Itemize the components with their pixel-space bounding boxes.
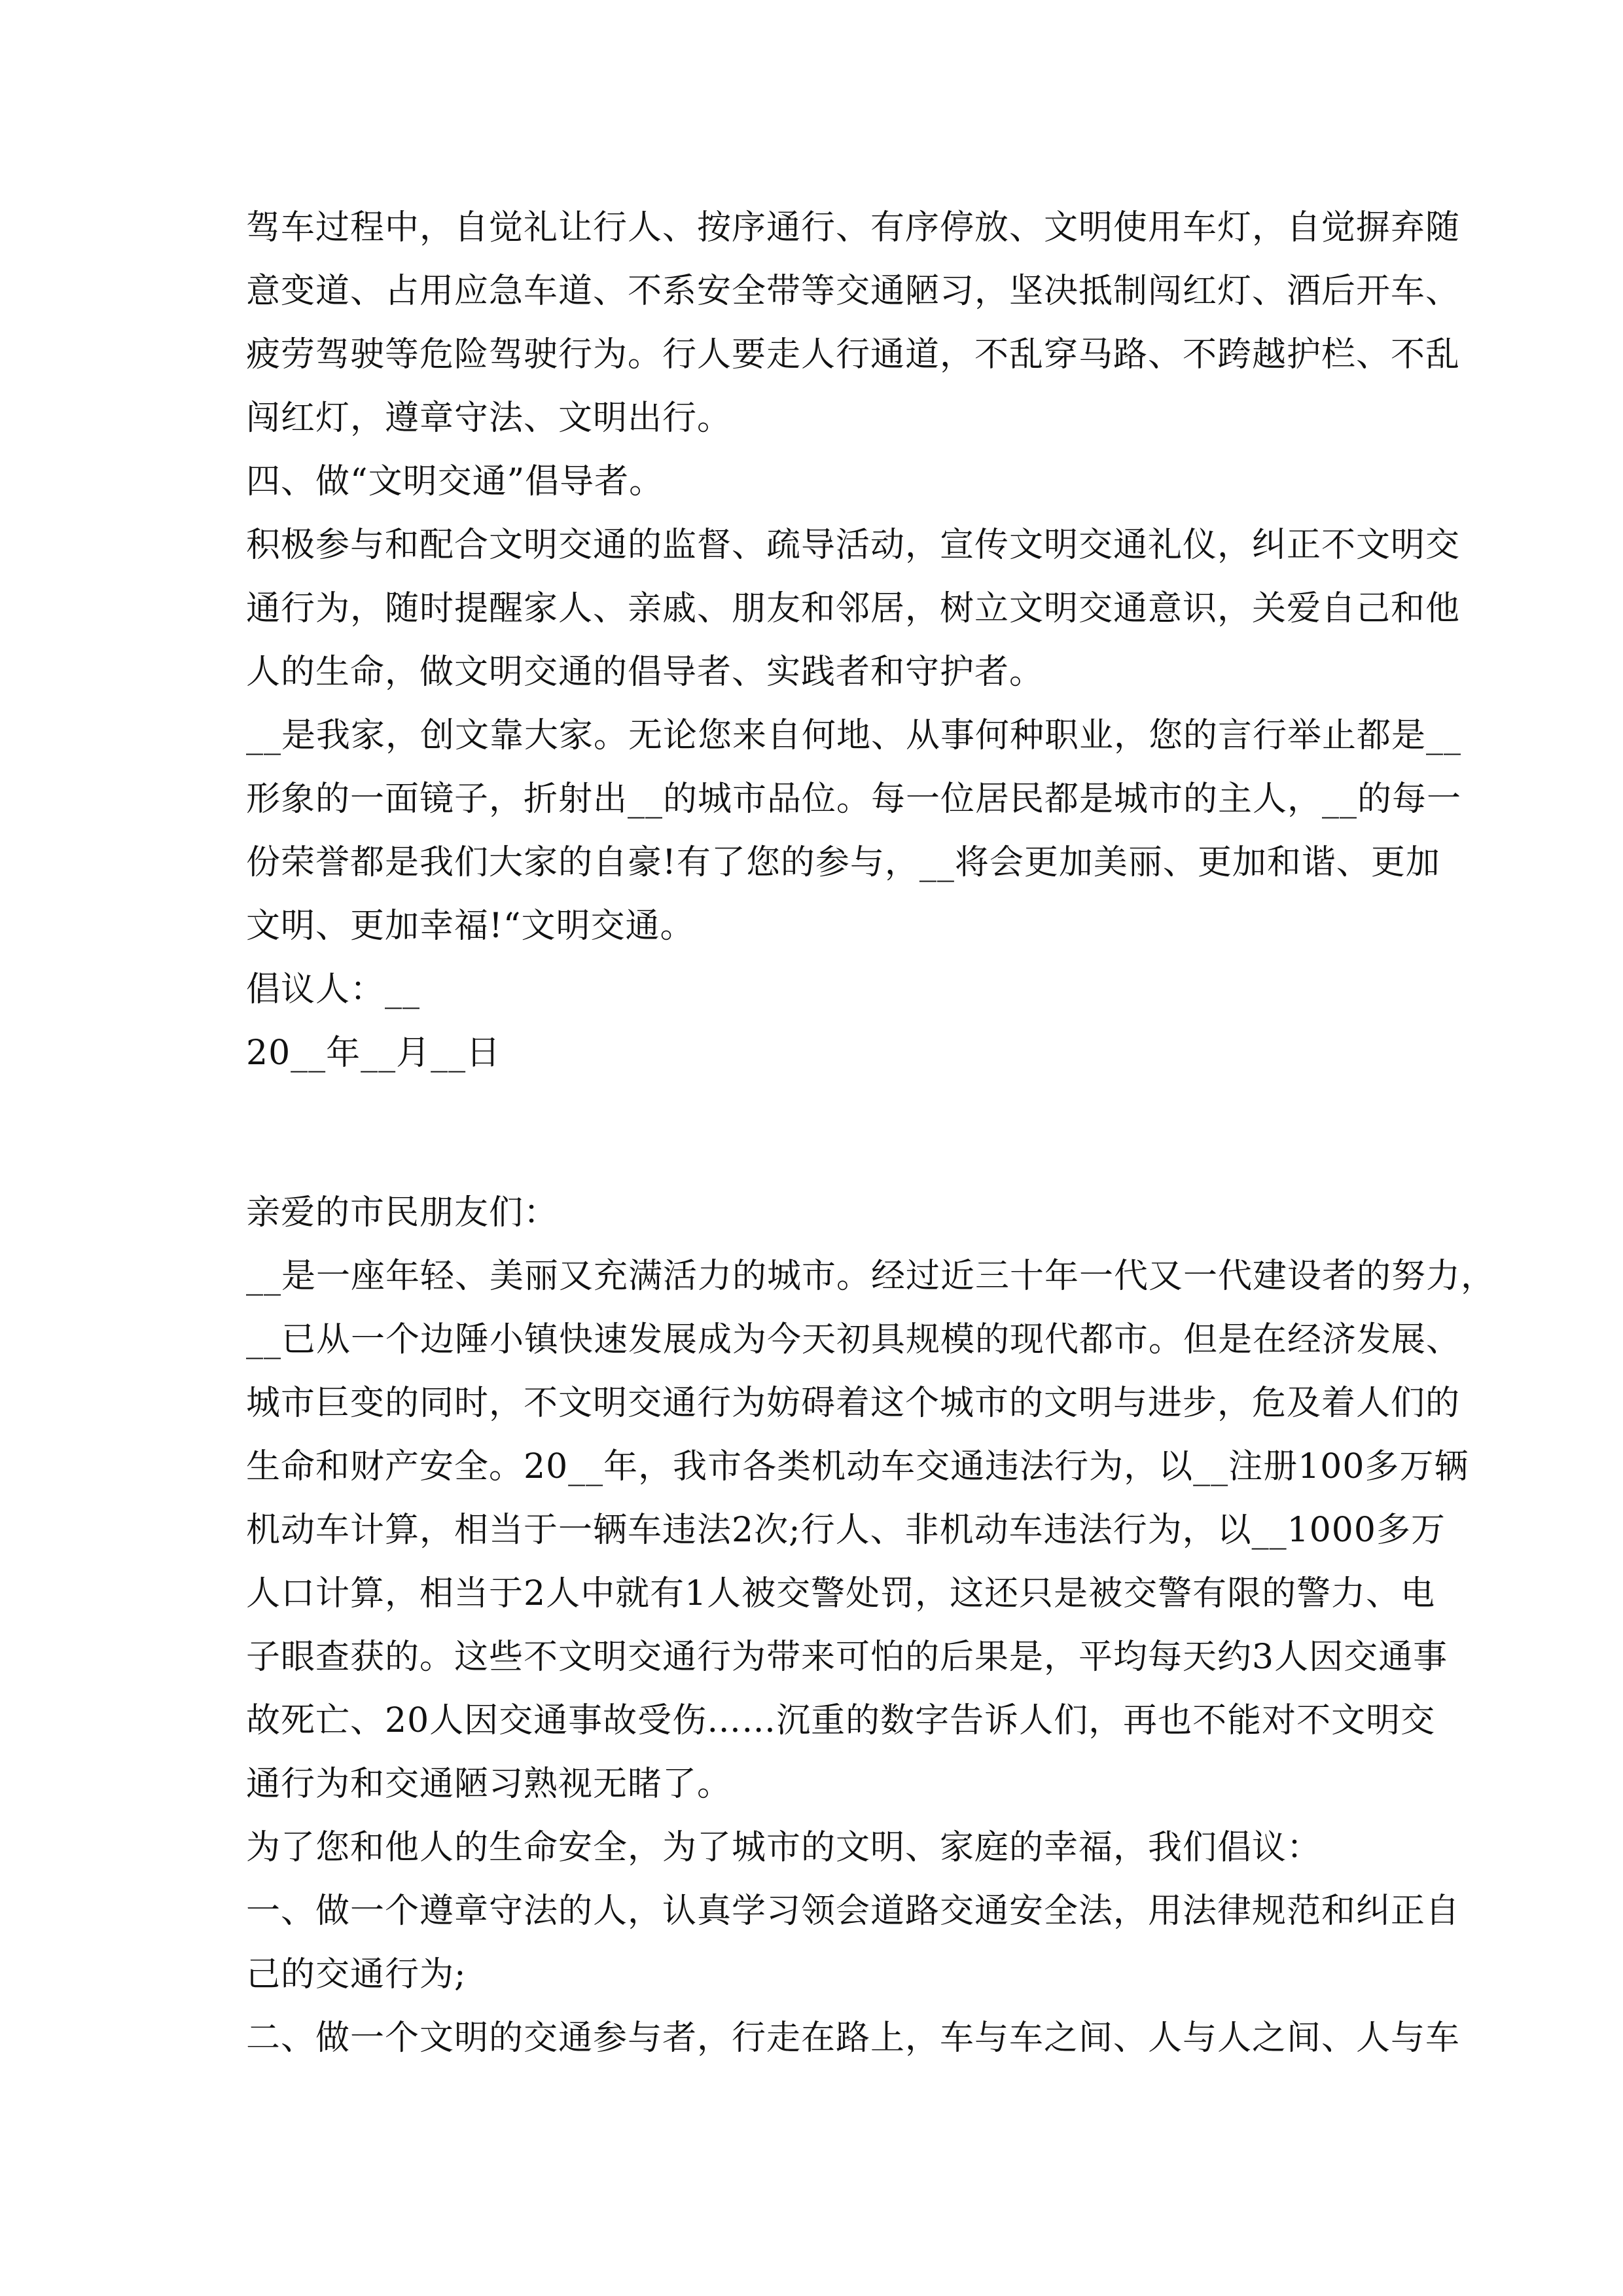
signature-line: 倡议人：__ [246, 970, 421, 1009]
paragraph-line: 故死亡、20人因交通事故受伤……沉重的数字告诉人们，再也不能对不文明交 [246, 1701, 1436, 1740]
paragraph-line: 机动车计算，相当于一辆车违法2次;行人、非机动车违法行为，以__1000多万 [246, 1511, 1446, 1550]
paragraph-line: 形象的一面镜子，折射出__的城市品位。每一位居民都是城市的主人，__的每一 [246, 780, 1462, 819]
paragraph-line: __已从一个边陲小镇快速发展成为今天初具规模的现代都市。但是在经济发展、 [246, 1320, 1461, 1359]
section-heading: 四、做“文明交通”倡导者。 [246, 462, 664, 501]
salutation: 亲爱的市民朋友们： [246, 1193, 559, 1232]
paragraph-line: 积极参与和配合文明交通的监督、疏导活动，宣传文明交通礼仪，纠正不文明交 [246, 526, 1461, 565]
paragraph-line: 己的交通行为; [246, 1955, 467, 1994]
paragraph-line: 闯红灯，遵章守法、文明出行。 [246, 399, 732, 438]
date-line: 20__年__月__日 [246, 1033, 501, 1073]
paragraph-line: __是一座年轻、美丽又充满活力的城市。经过近三十年一代又一代建设者的努力， [246, 1257, 1496, 1296]
paragraph-line: __是我家，创文靠大家。无论您来自何地、从事何种职业，您的言行举止都是__ [246, 716, 1462, 755]
paragraph-line: 人的生命，做文明交通的倡导者、实践者和守护者。 [246, 653, 1044, 692]
paragraph-line: 通行为，随时提醒家人、亲戚、朋友和邻居，树立文明交通意识，关爱自己和他 [246, 589, 1461, 628]
paragraph-line: 意变道、占用应急车道、不系安全带等交通陋习，坚决抵制闯红灯、酒后开车、 [246, 272, 1461, 311]
paragraph-line: 疲劳驾驶等危险驾驶行为。行人要走人行通道，不乱穿马路、不跨越护栏、不乱 [246, 335, 1461, 374]
paragraph-line: 一、做一个遵章守法的人，认真学习领会道路交通安全法，用法律规范和纠正自 [246, 1892, 1461, 1931]
paragraph-line: 份荣誉都是我们大家的自豪!有了您的参与，__将会更加美丽、更加和谐、更加 [246, 843, 1440, 882]
paragraph-line: 城市巨变的同时，不文明交通行为妨碍着这个城市的文明与进步，危及着人们的 [246, 1384, 1461, 1423]
paragraph-line: 为了您和他人的生命安全，为了城市的文明、家庭的幸福，我们倡议： [246, 1828, 1322, 1867]
paragraph-line: 文明、更加幸福!“文明交通。 [246, 906, 695, 946]
paragraph-line: 驾车过程中，自觉礼让行人、按序通行、有序停放、文明使用车灯，自觉摒弃随 [246, 208, 1461, 247]
paragraph-line: 通行为和交通陋习熟视无睹了。 [246, 1765, 732, 1804]
paragraph-line: 子眼查获的。这些不文明交通行为带来可怕的后果是，平均每天约3人因交通事 [246, 1638, 1448, 1677]
paragraph-line: 生命和财产安全。20__年，我市各类机动车交通违法行为，以__注册100多万辆 [246, 1447, 1469, 1486]
paragraph-line: 二、做一个文明的交通参与者，行走在路上，车与车之间、人与人之间、人与车 [246, 2018, 1461, 2058]
paragraph-line: 人口计算，相当于2人中就有1人被交警处罚，这还只是被交警有限的警力、电 [246, 1574, 1436, 1613]
